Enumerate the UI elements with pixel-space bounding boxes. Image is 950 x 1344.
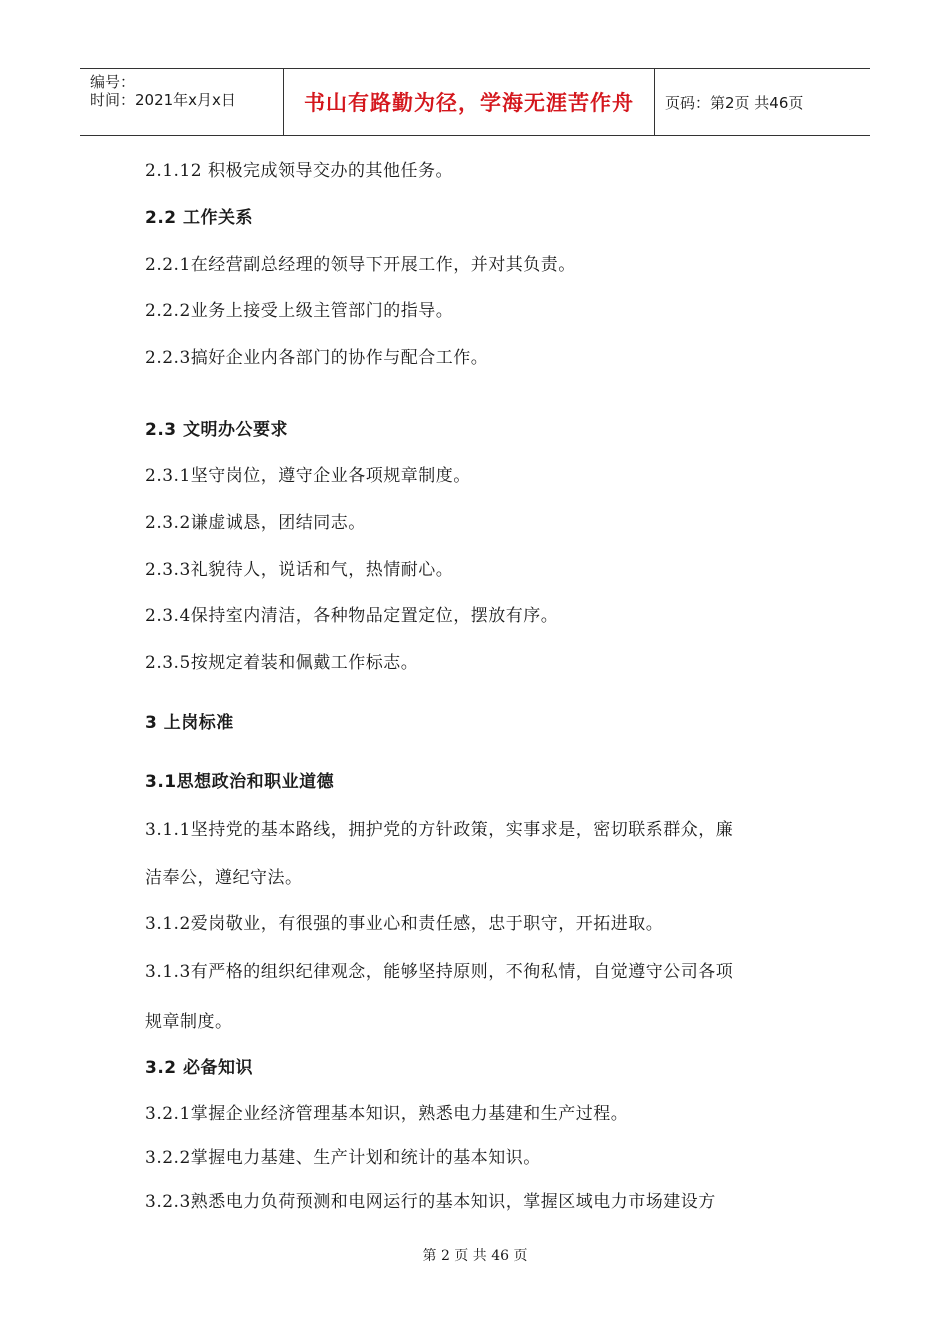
document-time-label: 时间：2021年x月x日 (90, 91, 236, 109)
text-line: 规章制度。 (145, 1012, 233, 1032)
text-line: 3.2.2掌握电力基建、生产计划和统计的基本知识。 (145, 1148, 541, 1168)
text-line: 2.3.2谦虚诚恳，团结同志。 (145, 513, 366, 533)
text-line: 3.1.2爱岗敬业，有很强的事业心和责任感，忠于职守，开拓进取。 (145, 914, 664, 934)
page-header (80, 68, 870, 136)
text-line: 2.2.3搞好企业内各部门的协作与配合工作。 (145, 348, 489, 368)
section-heading: 3.1思想政治和职业道德 (145, 772, 335, 792)
text-line: 2.2.2业务上接受上级主管部门的指导。 (145, 301, 454, 321)
text-line: 3.1.1坚持党的基本路线，拥护党的方针政策，实事求是，密切联系群众，廉 (145, 820, 734, 840)
text-line: 2.3.1坚守岗位，遵守企业各项规章制度。 (145, 466, 471, 486)
text-line: 洁奉公，遵纪守法。 (145, 868, 303, 888)
section-heading: 2.3 文明办公要求 (145, 420, 289, 440)
header-left-cell (80, 69, 283, 135)
section-heading: 2.2 工作关系 (145, 208, 254, 228)
text-line: 2.3.3礼貌待人，说话和气，热情耐心。 (145, 560, 454, 580)
text-line: 3.2.1掌握企业经济管理基本知识，熟悉电力基建和生产过程。 (145, 1104, 629, 1124)
section-heading: 3 上岗标准 (145, 713, 234, 733)
text-line: 2.2.1在经营副总经理的领导下开展工作，并对其负责。 (145, 255, 576, 275)
header-motto: 书山有路勤为径，学海无涯苦作舟 (304, 91, 634, 115)
header-motto-cell (283, 69, 655, 135)
section-heading: 3.2 必备知识 (145, 1058, 254, 1078)
text-line: 2.3.4保持室内清洁，各种物品定置定位，摆放有序。 (145, 606, 559, 626)
header-page-info: 页码：第2页 共46页 (665, 93, 804, 112)
text-line: 2.3.5按规定着装和佩戴工作标志。 (145, 653, 419, 673)
document-number-label: 编号： (90, 73, 136, 91)
text-line: 3.1.3有严格的组织纪律观念，能够坚持原则，不徇私情，自觉遵守公司各项 (145, 962, 734, 982)
text-line: 2.1.12 积极完成领导交办的其他任务。 (145, 161, 453, 181)
page-footer: 第 2 页 共 46 页 (422, 1248, 528, 1264)
text-line: 3.2.3熟悉电力负荷预测和电网运行的基本知识，掌握区域电力市场建设方 (145, 1192, 716, 1212)
